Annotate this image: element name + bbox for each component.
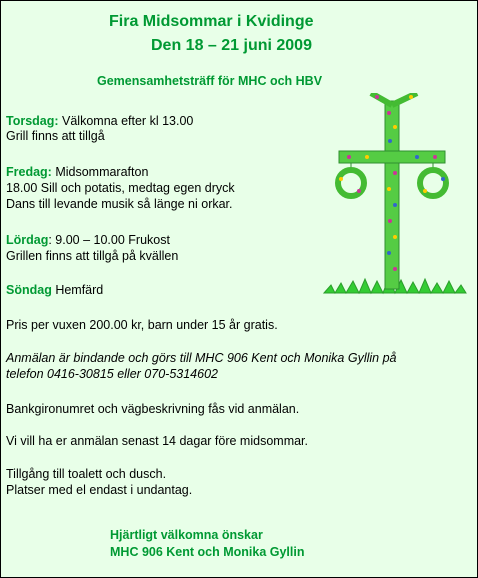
registration-phone: telefon 0416-30815 eller 070-5314602: [6, 367, 218, 381]
event-dates: Den 18 – 21 juni 2009: [151, 37, 312, 54]
day-thursday-note: Grill finns att tillgå: [6, 129, 105, 143]
day-text: Välkomna efter kl 13.00: [58, 114, 194, 128]
day-friday: [6, 165, 148, 180]
day-text: : 9.00 – 10.00 Frukost: [48, 233, 170, 247]
maypole-icon: [319, 93, 469, 303]
day-label: Torsdag:: [6, 114, 59, 128]
facilities-info: Tillgång till toalett och dusch.: [6, 467, 167, 481]
closing-signature: MHC 906 Kent och Monika Gyllin: [110, 545, 305, 559]
day-saturday-note: Grillen finns att tillgå på kvällen: [6, 249, 179, 263]
facilities-info: Platser med el endast i undantag.: [6, 483, 193, 497]
day-label: Fredag:: [6, 165, 52, 179]
closing-greeting: Hjärtligt välkomna önskar: [110, 528, 263, 542]
day-label: Lördag: [6, 233, 49, 247]
day-saturday: [6, 233, 170, 248]
day-label: Söndag: [6, 283, 52, 297]
deadline-info: Vi vill ha er anmälan senast 14 dagar före midsommar.: [6, 434, 309, 448]
day-text: Hemfärd: [51, 283, 104, 297]
day-thursday: [6, 114, 193, 129]
day-sunday: [6, 283, 103, 298]
bank-info: Bankgironumret och vägbeskrivning fås vid anmälan.: [6, 402, 300, 416]
subtitle: Gemensamhetsträff för MHC och HBV: [97, 74, 323, 88]
day-text: Midsommarafton: [51, 165, 149, 179]
page-title: Fira Midsommar i Kvidinge: [109, 13, 314, 30]
day-friday-note: 18.00 Sill och potatis, medtag egen dryck: [6, 181, 235, 195]
registration-info: Anmälan är bindande och görs till MHC 906 Kent och Monika Gyllin på: [6, 351, 397, 365]
day-friday-note: Dans till levande musik så länge ni orkar.: [6, 197, 233, 211]
price-info: Pris per vuxen 200.00 kr, barn under 15 år gratis.: [6, 318, 278, 332]
